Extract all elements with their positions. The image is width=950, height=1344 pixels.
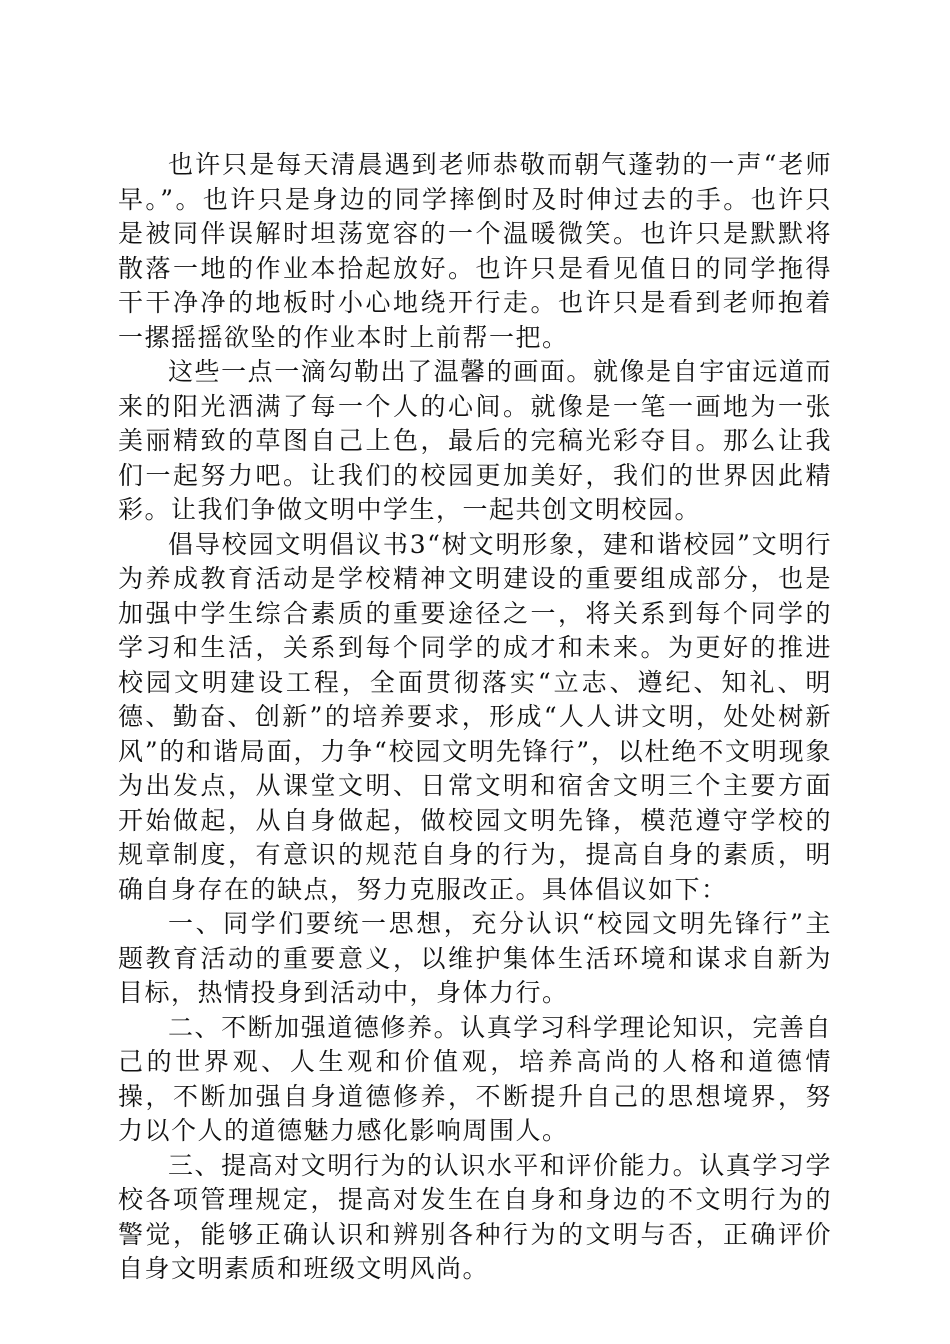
paragraph-item-three: 三、提高对文明行为的认识水平和评价能力。认真学习学校各项管理规定，提高对发生在自身和身边的不文明行为的警觉，能够正确认识和辨别各种行为的文明与否，正确评价自身文明素质和班级文明风尚。 xyxy=(118,1150,832,1283)
paragraph-morning-greeting: 也许只是每天清晨遇到老师恭敬而朝气蓬勃的一声“老师早。”。也许只是身边的同学摔倒时及时伸过去的手。也许只是被同伴误解时坦荡宽容的一个温暖微笑。也许只是默默将散落一地的作业本拾起放好。也许只是看见值日的同学拖得干干净净的地板时小心地绕开行走。也许只是看到老师抱着一摞摇摇欲坠的作业本时上前帮一把。 xyxy=(118,150,832,352)
paragraph-item-one: 一、同学们要统一思想，充分认识“校园文明先锋行”主题教育活动的重要意义，以维护集体生活环境和谋求自新为目标，热情投身到活动中，身体力行。 xyxy=(118,909,832,1007)
document-body xyxy=(118,148,832,1287)
paragraph-warm-picture: 这些一点一滴勾勒出了温馨的画面。就像是自宇宙远道而来的阳光洒满了每一个人的心间。就像是一笔一画地为一张美丽精致的草图自己上色，最后的完稿光彩夺目。那么让我们一起努力吧。让我们的校园更加美好，我们的世界因此精彩。让我们争做文明中学生，一起共创文明校园。 xyxy=(118,357,832,524)
paragraph-proposal-intro: 倡导校园文明倡议书3“树文明形象，建和谐校园”文明行为养成教育活动是学校精神文明建设的重要组成部分，也是加强中学生综合素质的重要途径之一，将关系到每个同学的学习和生活，关系到每个同学的成才和未来。为更好的推进校园文明建设工程，全面贯彻落实“立志、遵纪、知礼、明德、勤奋、创新”的培养要求，形成“人人讲文明，处处树新风”的和谐局面，力争“校园文明先锋行”，以杜绝不文明现象为出发点，从课堂文明、日常文明和宿舍文明三个主要方面开始做起，从自身做起，做校园文明先锋，模范遵守学校的规章制度，有意识的规范自身的行为，提高自身的素质，明确自身存在的缺点，努力克服改正。具体倡议如下： xyxy=(118,529,832,904)
paragraph-item-two: 二、不断加强道德修养。认真学习科学理论知识，完善自己的世界观、人生观和价值观，培养高尚的人格和道德情操，不断加强自身道德修养，不断提升自己的思想境界，努力以个人的道德魅力感化影响周围人。 xyxy=(118,1012,832,1145)
